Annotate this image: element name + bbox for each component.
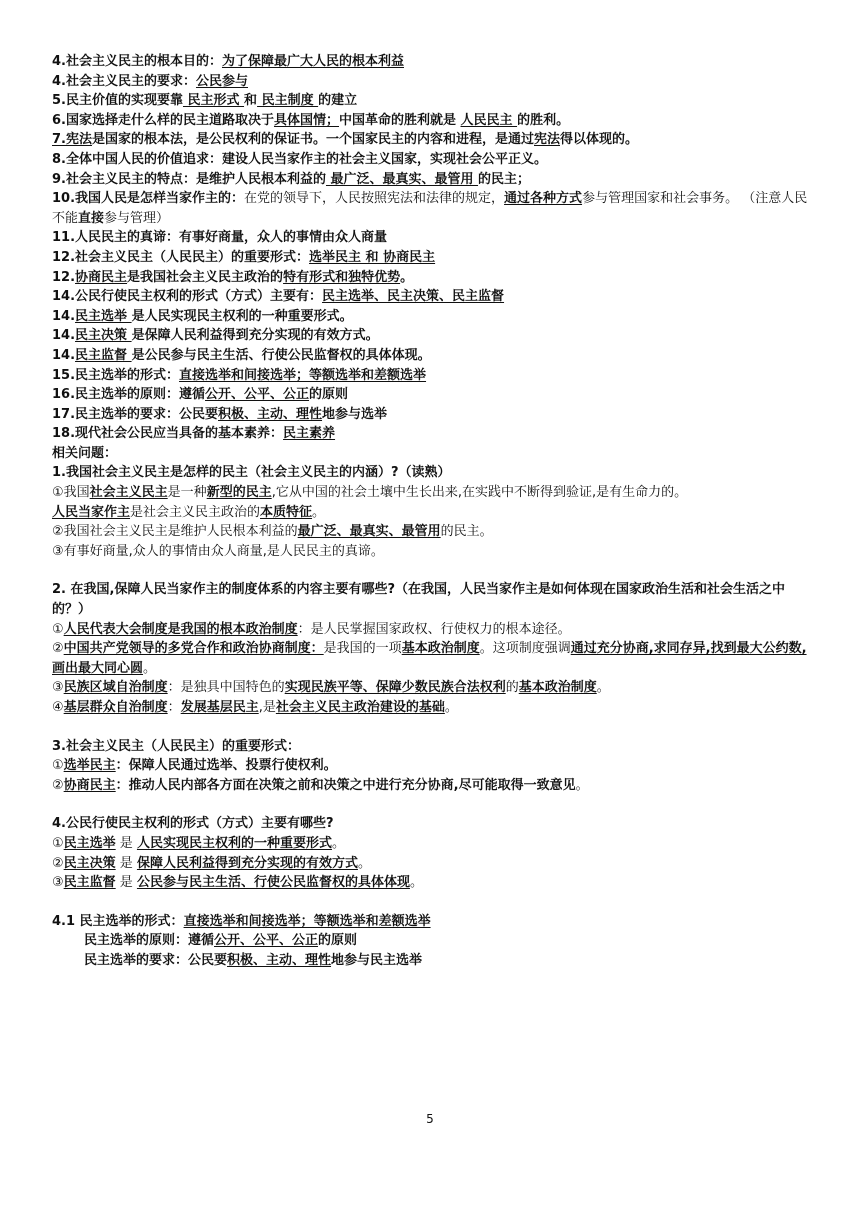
text-run: 是 [115, 855, 137, 871]
text-run: 直接 [78, 210, 105, 226]
underlined-key-phrase: 最广泛、最真实、最管用 [325, 171, 479, 187]
text-line [52, 111, 812, 131]
text-run: 参与管理） [104, 210, 170, 226]
text-line [52, 503, 812, 523]
underlined-key-phrase: 本质特征 [260, 504, 313, 520]
text-run: 。 [444, 700, 458, 715]
text-run: 1.我国社会主义民主是怎样的民主（社会主义民主的内涵）?（读熟） [52, 465, 451, 481]
text-run: ② [52, 777, 64, 793]
underlined-key-phrase: 特有形式和独特优势 [283, 269, 401, 285]
text-run: ：是独具中国特色的 [167, 680, 285, 696]
underlined-key-phrase: 人民当家作主 [52, 504, 131, 520]
text-line [52, 52, 812, 72]
underlined-key-phrase: 民主监督 [75, 347, 132, 363]
underlined-key-phrase: 人民民主 [460, 112, 518, 128]
text-run: ① [52, 758, 64, 774]
text-run: 。 [143, 660, 157, 676]
underlined-key-phrase: 民主选举 [63, 835, 116, 851]
underlined-key-phrase: 中国共产党领导的多党合作和政治协商制度： [63, 641, 324, 657]
text-run: ：推动人民内部各方面在决策之前和决策之中进行充分协商,尽可能取得一致意见 [115, 777, 576, 793]
underlined-key-phrase: 选举民主 和 协商民主 [309, 249, 436, 265]
text-run: 是公民参与民主生活、行使公民监督权的具体体现。 [131, 347, 431, 363]
text-run: 是我国的一项 [323, 641, 402, 657]
text-line [52, 951, 812, 971]
text-line [52, 834, 812, 854]
underlined-key-phrase: 实现民族平等、保障少数民族合法权利 [284, 680, 506, 696]
underlined-key-phrase: 民主决策 [63, 855, 116, 871]
text-run: 的建立 [318, 93, 358, 109]
text-run: ①我国 [52, 485, 90, 501]
underlined-key-phrase: 保障人民利益得到充分实现的有效方式 [136, 855, 358, 871]
underlined-key-phrase: 公民参与 [195, 73, 248, 89]
text-run: ③ [52, 680, 64, 696]
text-run: 12.社会主义民主（人民民主）的重要形式： [52, 249, 310, 265]
text-run: 是我国社会主义民主政治的 [127, 269, 284, 285]
text-line [52, 189, 812, 228]
page-content [52, 52, 812, 971]
text-line [52, 150, 812, 170]
text-line [52, 424, 812, 444]
underlined-key-phrase: 通过充分协商,求同存异,找到最大公约数,画出最大同心圆 [52, 641, 807, 676]
underlined-key-phrase: 协商民主 [75, 269, 128, 285]
text-run: 是国家的根本法，是公民权利的保证书。一个国家民主的内容和进程，是通过 [91, 132, 534, 148]
text-line [52, 385, 812, 405]
text-line [52, 366, 812, 386]
underlined-key-phrase: 宪法 [534, 132, 561, 148]
underlined-key-phrase: 协商民主 [63, 777, 116, 793]
text-run: 4.公民行使民主权利的形式（方式）主要有哪些? [52, 816, 334, 832]
text-run: 14. [52, 347, 76, 363]
text-run: 8.全体中国人民的价值追求：建设人民当家作主的社会主义国家，实现社会公平正义。 [52, 151, 547, 167]
text-run: 是一种 [167, 485, 207, 501]
text-run: 6.国家选择走什么样的民主道路取决于 [52, 112, 274, 128]
text-line [52, 698, 812, 718]
text-run: 18.现代社会公民应当具备的基本素养： [52, 426, 284, 442]
text-run: ① [52, 621, 64, 637]
text-run: 。 [575, 777, 589, 793]
text-line [52, 483, 812, 503]
text-line [52, 130, 812, 150]
text-line [52, 463, 812, 483]
question-4-block [52, 814, 812, 892]
text-run: 是人民实现民主权利的一种重要形式。 [131, 308, 353, 324]
text-line [52, 346, 812, 366]
underlined-key-phrase: 民族区域自治制度 [63, 680, 168, 696]
underlined-key-phrase: 新型的民主 [206, 485, 272, 501]
text-run: 4.社会主义民主的要求： [52, 73, 196, 89]
underlined-key-phrase: 7.宪法 [52, 132, 92, 148]
text-run: 4.社会主义民主的根本目的： [52, 54, 222, 69]
underlined-key-phrase: 选举民主 [63, 758, 116, 774]
underlined-key-phrase: 为了保障最广大人民的根本利益 [221, 54, 404, 69]
text-run: ① [52, 835, 64, 851]
text-run: ③有事好商量,众人的事情由众人商量,是人民民主的真谛。 [52, 543, 384, 559]
text-run: 是保障人民利益得到充分实现的有效方式。 [131, 328, 379, 344]
text-run: 的原则 [318, 933, 358, 949]
question-1-block [52, 463, 812, 561]
text-line [52, 228, 812, 248]
underlined-key-phrase: 基层群众自治制度 [63, 700, 168, 715]
text-run: 12. [52, 269, 76, 285]
text-run: 5.民主价值的实现要靠 [52, 93, 183, 109]
text-line [52, 756, 812, 776]
text-run: ：是人民掌握国家政权、行使权力的根本途径。 [297, 621, 571, 637]
underlined-key-phrase: 直接选举和间接选举；等额选举和差额选举 [179, 367, 427, 383]
underlined-key-phrase: 基本政治制度 [518, 680, 597, 696]
text-run: 9.社会主义民主的特点：是维护人民根本利益的 [52, 171, 326, 187]
page-number: 5 [426, 1112, 434, 1126]
text-line [52, 814, 812, 834]
text-line [52, 287, 812, 307]
text-run: 。 [400, 269, 414, 285]
spacer [52, 718, 812, 737]
underlined-key-phrase: 社会主义民主 [89, 485, 168, 501]
knowledge-list [52, 52, 812, 444]
text-run: 3.社会主义民主（人民民主）的重要形式： [52, 738, 300, 754]
text-run: 是 [115, 875, 137, 891]
text-run: ②我国社会主义民主是维护人民根本利益的 [52, 524, 298, 540]
text-run: 。 [357, 855, 371, 871]
text-run: 的 [505, 680, 519, 696]
text-run: 的民主； [478, 171, 531, 187]
text-line [52, 248, 812, 268]
underlined-key-phrase: 公开、公平、公正 [205, 387, 310, 403]
text-run: 。 [331, 835, 345, 851]
text-run: ③ [52, 875, 64, 891]
text-run: 14.公民行使民主权利的形式（方式）主要有： [52, 289, 323, 305]
text-line [52, 170, 812, 190]
text-run: ④ [52, 700, 64, 715]
text-line [52, 639, 812, 678]
underlined-key-phrase: 民主决策 [75, 328, 132, 344]
text-run: 参与管理国家和社会事务。 （注意人民不能 [52, 191, 808, 226]
text-run: 是社会主义民主政治的 [130, 504, 261, 520]
underlined-key-phrase: 人民实现民主权利的一种重要形式 [136, 835, 332, 851]
underlined-key-phrase: 公民参与民主生活、行使公民监督权的具体体现 [136, 875, 410, 891]
text-line [52, 580, 812, 619]
text-run: 11.人民民主的真谛：有事好商量，众人的事情由众人商量 [52, 230, 388, 246]
underlined-key-phrase: 民主选举、民主决策、民主监督 [322, 289, 505, 305]
text-run: 地参与选举 [322, 406, 388, 422]
related-questions-heading: 相关问题： [52, 445, 118, 461]
text-line [52, 542, 812, 562]
underlined-key-phrase: 基本政治制度 [401, 641, 480, 657]
text-run: 在党的领导下，人民按照宪法和法律的规定， [244, 191, 505, 207]
question-3-block [52, 737, 812, 796]
text-run: ② [52, 855, 64, 871]
text-run: 民主选举的原则：遵循 [84, 933, 215, 949]
text-line [52, 405, 812, 425]
underlined-key-phrase: 发展基层民主 [180, 700, 259, 715]
underlined-key-phrase: 民主制度 [257, 93, 319, 109]
text-run: ,它从中国的社会土壤中生长出来,在实践中不断得到验证,是有生命力的。 [271, 485, 688, 501]
text-run: 14. [52, 328, 76, 344]
text-run: 4.1 民主选举的形式： [52, 913, 184, 929]
text-line [52, 873, 812, 893]
underlined-key-phrase: 社会主义民主政治建设的基础 [275, 700, 445, 715]
underlined-key-phrase: 民主监督 [63, 875, 116, 891]
underlined-key-phrase: 人民代表大会制度是我国的根本政治制度 [63, 621, 298, 637]
underlined-key-phrase: 积极、主动、理性 [218, 406, 323, 422]
text-run: 和 [244, 93, 258, 109]
text-run: 。 [596, 680, 610, 696]
underlined-key-phrase: 最广泛、最真实、最管用 [297, 524, 441, 540]
text-run: 的民主。 [440, 524, 493, 540]
text-run: ② [52, 641, 64, 657]
spacer [52, 795, 812, 814]
text-run: ： [167, 700, 181, 715]
text-line [52, 776, 812, 796]
question-2-block [52, 580, 812, 717]
underlined-key-phrase: 公开、公平、公正 [214, 933, 319, 949]
underlined-key-phrase: 通过各种方式 [504, 191, 583, 207]
text-run: 地参与民主选举 [331, 952, 423, 968]
text-run: 10.我国人民是怎样当家作主的： [52, 191, 245, 207]
text-line [52, 620, 812, 640]
text-line [52, 737, 812, 757]
text-line [52, 326, 812, 346]
text-line [52, 854, 812, 874]
text-line [52, 678, 812, 698]
text-line [52, 72, 812, 92]
underlined-key-phrase: 积极、主动、理性 [227, 952, 332, 968]
text-run: 得以体现的。 [560, 132, 639, 148]
underlined-key-phrase: 具体国情； [273, 112, 339, 128]
question-4-1-block [52, 912, 812, 971]
text-run: ,是 [258, 700, 276, 715]
spacer [52, 561, 812, 580]
text-line [52, 268, 812, 288]
underlined-key-phrase: 民主形式 [182, 93, 245, 109]
text-run: 。 [312, 504, 326, 520]
text-line [52, 307, 812, 327]
underlined-key-phrase: 民主素养 [283, 426, 336, 442]
spacer [52, 893, 812, 912]
text-run: 的胜利。 [517, 112, 570, 128]
underlined-key-phrase: 民主选举 [75, 308, 132, 324]
text-line [52, 522, 812, 542]
text-run: ：保障人民通过选举、投票行使权利。 [115, 758, 337, 774]
text-run: 民主选举的要求：公民要 [84, 952, 228, 968]
text-run: 是 [115, 835, 137, 851]
text-run: 16.民主选举的原则：遵循 [52, 387, 206, 403]
underlined-key-phrase: 直接选举和间接选举；等额选举和差额选举 [183, 913, 431, 929]
text-line [52, 931, 812, 951]
text-run: 的原则 [309, 387, 349, 403]
text-line [52, 912, 812, 932]
text-line [52, 91, 812, 111]
text-run: 17.民主选举的要求：公民要 [52, 406, 219, 422]
text-run: 15.民主选举的形式： [52, 367, 180, 383]
text-run: 14. [52, 308, 76, 324]
text-run: 。 [409, 875, 423, 891]
text-run: 。这项制度强调 [479, 641, 571, 657]
text-run: 中国革命的胜利就是 [339, 112, 461, 128]
text-run: 2. 在我国,保障人民当家作主的制度体系的内容主要有哪些?（在我国，人民当家作主是如何体现在国家政治生活和社会生活之中的？） [52, 582, 785, 618]
